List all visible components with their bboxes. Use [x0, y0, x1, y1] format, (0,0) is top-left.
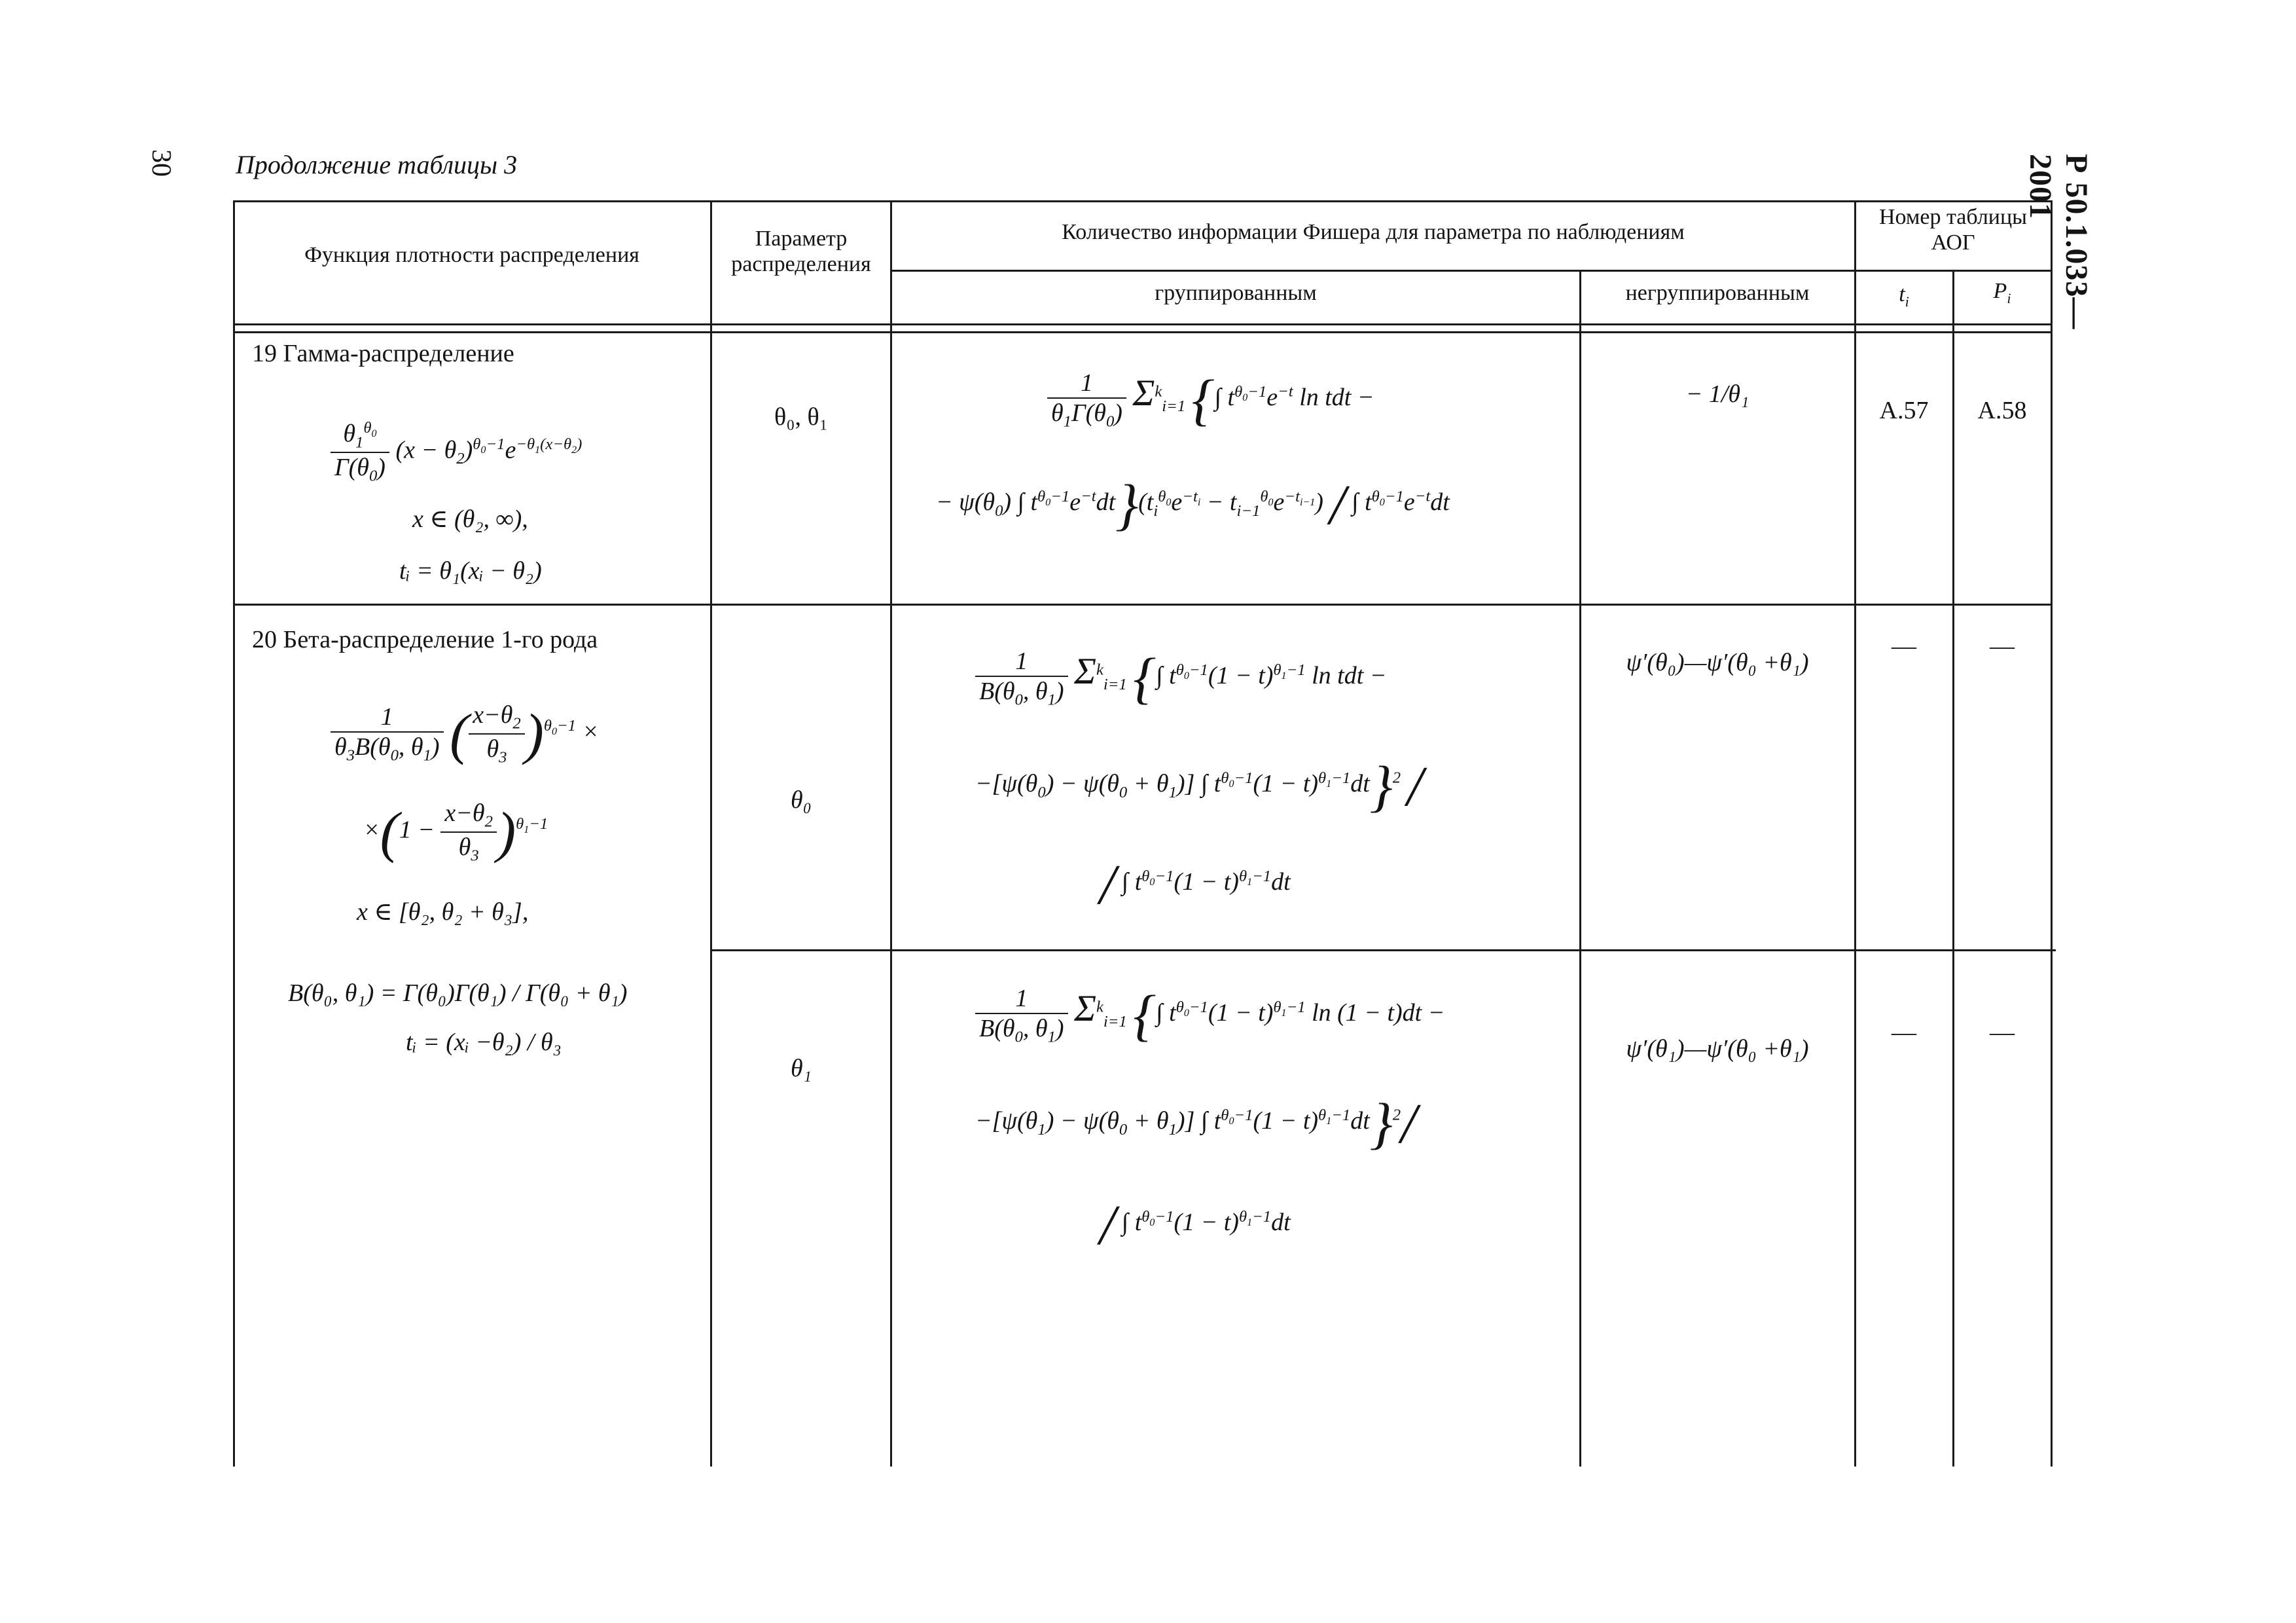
row19-table-ti: А.57: [1879, 397, 1929, 424]
row19-domain: x ∈ (θ₂, ∞),: [412, 505, 528, 533]
row20b-ungrouped: ψ′(θ₁)—ψ′(θ₀ +θ₁): [1626, 1035, 1809, 1063]
row20b-grouped-line2: $-[\psi(\theta_1) - \psi(\theta_0 + \theta_1)]$ ∫ $t^{\theta_0-1}(1 - t)^{\theta_1-1}dt\}^2/$: [975, 1091, 1417, 1155]
document-code: Р 50.1.033—2001: [2023, 154, 2094, 330]
header-ungrouped: негруппированным: [1625, 281, 1810, 305]
row20b-grouped-line1: $\frac{1}{B(\theta_0, \theta_1)}$ $\Sigma^k_{i=1}$ {∫ $t^{\theta_0-1}(1 - t)^{\theta_1-1}$ ln (1 − t)dt −: [975, 982, 1444, 1048]
header-pi: $P_i$: [1993, 279, 2011, 306]
row19-parameter: θ₀, θ₁: [774, 403, 828, 431]
row20-density-formula-2: ×(1 − $\frac{x-\theta_2}{\theta_3}$ )$^{\theta_1-1}$: [363, 799, 548, 865]
row19-grouped-line1: $\frac{1}{\theta_1\Gamma(\theta_0)}$ $\Sigma^k_{i=1}$ {∫ $t^{\theta_0-1}e^{-t}$ ln tdt −: [1047, 367, 1374, 433]
row20a-grouped-line3: / ∫ $t^{\theta_0-1}(1 - t)^{\theta_1-1}dt$: [1100, 852, 1291, 916]
row19-title: 19 Гамма-распределение: [252, 340, 514, 367]
row20a-parameter: θ₀: [791, 786, 812, 814]
row20b-grouped-line3: / ∫ $t^{\theta_0-1}(1 - t)^{\theta_1-1}dt$: [1100, 1193, 1291, 1256]
page-number: 30: [146, 149, 176, 177]
header-density-function: Функция плотности распределения: [304, 243, 639, 267]
header-aog-table: Номер таблицы АОГ: [1878, 205, 2028, 255]
header-grouped: группированным: [1155, 281, 1317, 305]
row19-grouped-line2: − $\psi(\theta_0)$ ∫ $t^{\theta_0-1}e^{-t}dt\}(t_i^{\theta_0}e^{-t_i} - t_{i-1}^{\theta_0}e^{-t_{i-1}})$ / ∫ $t^{\theta_0-1}e^{-t}dt$: [936, 473, 1450, 536]
row20a-table-pi: —: [1990, 632, 2015, 660]
row20b-parameter: θ₁: [791, 1055, 812, 1082]
row20a-grouped-line2: $-[\psi(\theta_0) - \psi(\theta_0 + \theta_1)]$ ∫ $t^{\theta_0-1}(1 - t)^{\theta_1-1}dt\}^2$ /: [975, 754, 1423, 818]
row20-density-formula-1: $\frac{1}{\theta_3B(\theta_0, \theta_1)}$ ( $\frac{x-\theta_2}{\theta_3}$ )$^{\theta_0-1}$ ×: [331, 701, 599, 767]
row19-table-pi: А.58: [1977, 397, 2027, 424]
row20a-table-ti: —: [1892, 632, 1916, 660]
table-caption: Продолжение таблицы 3: [236, 150, 518, 179]
row19-ungrouped: − 1/θ₁: [1685, 380, 1749, 408]
header-parameter: Параметр распределения: [731, 227, 871, 277]
row20a-ungrouped: ψ′(θ₀)—ψ′(θ₀ +θ₁): [1626, 649, 1809, 676]
row20b-table-ti: —: [1892, 1019, 1916, 1046]
row20-title: 20 Бета-распределение 1-го рода: [252, 626, 598, 653]
row20-domain: x ∈ [θ₂, θ₂ + θ₃],: [357, 898, 529, 926]
header-ti: $t_i$: [1899, 282, 1909, 310]
row20-beta-def: B(θ₀, θ₁) = Γ(θ₀)Γ(θ₁) / Γ(θ₀ + θ₁): [288, 979, 628, 1007]
header-fisher-info: Количество информации Фишера для параметра по наблюдениям: [1062, 220, 1685, 244]
row20b-table-pi: —: [1990, 1019, 2015, 1046]
row19-ti-def: tᵢ = θ₁(xᵢ − θ₂): [399, 557, 542, 585]
row20a-grouped-line1: $\frac{1}{B(\theta_0, \theta_1)}$ $\Sigma^k_{i=1}$ {∫ $t^{\theta_0-1}(1 - t)^{\theta_1-1}$ ln tdt −: [975, 645, 1386, 711]
row20-ti-def: tᵢ = (xᵢ −θ₂) / θ₃: [406, 1029, 562, 1056]
row19-density-formula: $\frac{\theta_1^{\theta_0}}{\Gamma(\theta_0)}$ $(x - \theta_2)^{\theta_0-1}e^{-\theta_1(x-\theta_2)}$: [331, 419, 582, 486]
